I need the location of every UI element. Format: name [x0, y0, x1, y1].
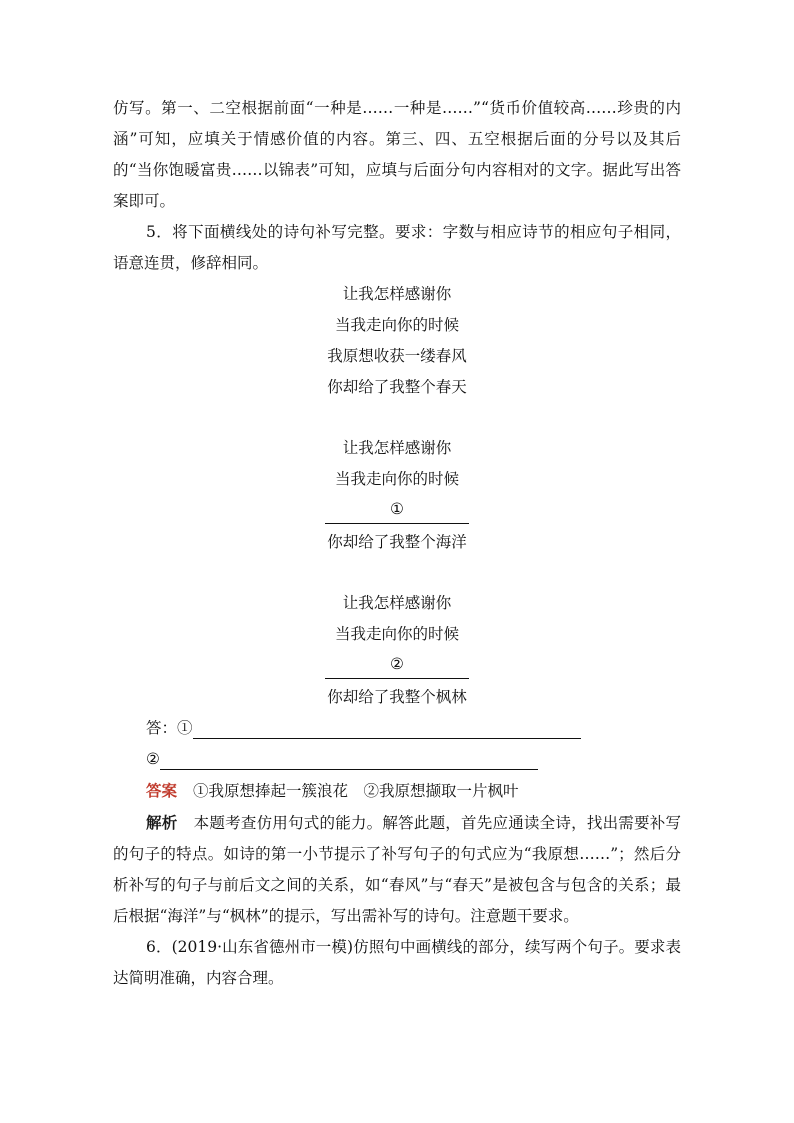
- fill-blank-2[interactable]: ②: [325, 650, 469, 679]
- answer-prefix-2: ②: [146, 750, 160, 768]
- poem-line: 当我走向你的时候: [334, 316, 459, 334]
- answer-input-2[interactable]: [160, 745, 538, 770]
- stanza-gap: [113, 403, 681, 433]
- poem-line: 你却给了我整个枫林: [327, 688, 467, 706]
- poem-line: 当我走向你的时候: [334, 470, 459, 488]
- poem-stanza-1: [113, 279, 681, 403]
- answer-input-1[interactable]: [193, 714, 581, 739]
- poem-line: 我原想收获一缕春风: [327, 347, 467, 365]
- document-content: [113, 93, 681, 994]
- analysis-text: 本题考查仿用句式的能力。解答此题，首先应通读全诗，找出需要补写的句子的特点。如诗的第一小节提示了补写句子的句式应为“我原想……”；然后分析补写的句子与前后文之间的关系，如“春风”与“春天”是被包含与包含的关系；最后根据“海洋”与“枫林”的提示，写出需补写的诗句。注意题干要求。: [113, 814, 681, 925]
- answer-line-1: [146, 713, 681, 744]
- answer-prefix-1: 答：①: [146, 719, 193, 737]
- question-5-stem: 5．将下面横线处的诗句补写完整。要求：字数与相应诗节的相应句子相同，语意连贯，修辞相同。: [113, 223, 681, 272]
- analysis-paragraph: [113, 807, 681, 932]
- stanza-gap: [113, 558, 681, 588]
- poem-line: 你却给了我整个春天: [327, 378, 467, 396]
- answer-paragraph: [113, 775, 681, 807]
- answer-text: ①我原想捧起一簇浪花 ②我原想撷取一片枫叶: [193, 782, 519, 800]
- fill-blank-1[interactable]: ①: [325, 495, 469, 524]
- poem-stanza-2: [113, 433, 681, 558]
- poem-line: 让我怎样感谢你: [342, 594, 452, 612]
- fill-blank-row: [113, 650, 681, 682]
- fill-blank-row: [113, 495, 681, 527]
- poem-line: 让我怎样感谢你: [342, 285, 452, 303]
- poem-line: 让我怎样感谢你: [342, 439, 452, 457]
- answer-line-2: [146, 744, 681, 775]
- poem-line: 你却给了我整个海洋: [327, 533, 467, 551]
- poem-stanza-3: [113, 588, 681, 713]
- intro-paragraph: 仿写。第一、二空根据前面“一种是……一种是……”“货币价值较高……珍贵的内涵”可知，应填关于情感价值的内容。第三、四、五空根据后面的分号以及其后的“当你饱暖富贵……以锦表”可知，应填与后面分句内容相对的文字。据此写出答案即可。: [113, 99, 681, 210]
- poem-line: 当我走向你的时候: [334, 625, 459, 643]
- question-6-stem: 6．(2019·山东省德州市一模)仿照句中画横线的部分，续写两个句子。要求表达简明准确，内容合理。: [113, 938, 681, 987]
- analysis-label: 解析: [146, 813, 178, 832]
- answer-label: 答案: [146, 781, 178, 800]
